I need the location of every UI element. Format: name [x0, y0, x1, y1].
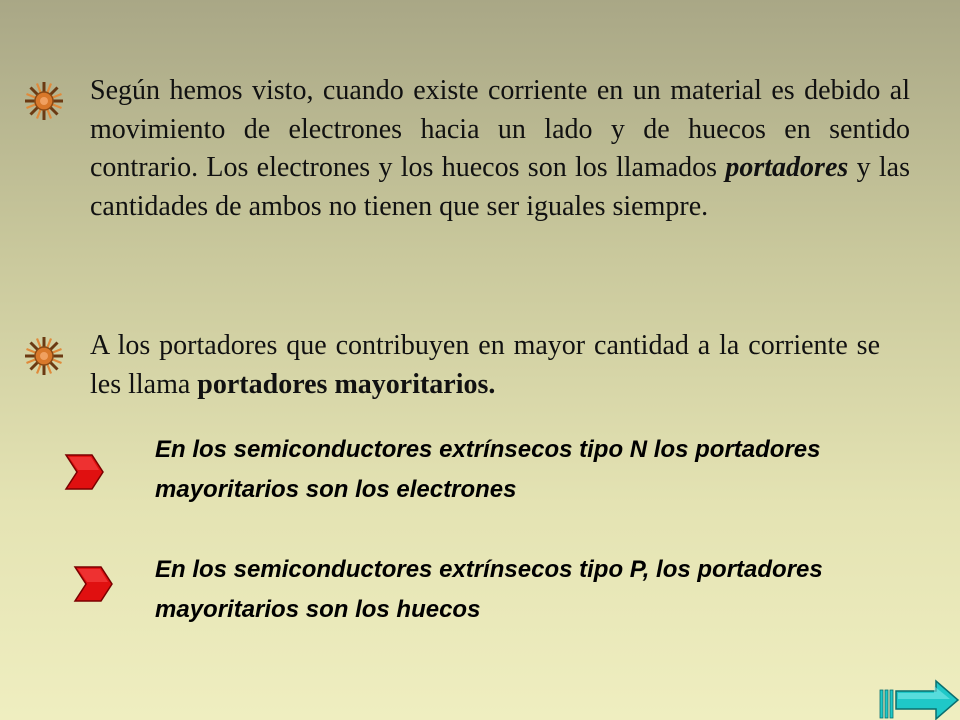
emphasis-portadores: portadores: [725, 152, 849, 183]
paragraph-carriers-intro: [90, 72, 910, 226]
starburst-bullet-icon: [24, 81, 64, 121]
next-slide-arrow-icon: [880, 681, 958, 719]
paragraph-text: y las cantidades de ambos no tienen que ser iguales siempre.: [90, 152, 910, 222]
paragraph-text: A los portadores que contribuyen en mayor cantidad a la corriente se les llama: [90, 330, 880, 400]
paragraph-text: Según hemos visto, cuando existe corriente en un material es debido al movimiento de electrones hacia un lado y de huecos en sentido contrario. Los electrones y los huecos son los llamados: [90, 75, 910, 183]
paragraph-majority-carriers: [90, 327, 880, 404]
next-slide-button[interactable]: [878, 678, 960, 720]
sub-item-type-n: En los semiconductores extrínsecos tipo N los portadores mayoritarios son los electrones: [155, 436, 821, 503]
red-chevron-arrow-icon: [63, 452, 105, 492]
sub-item-type-p: En los semiconductores extrínsecos tipo P, los portadores mayoritarios son los huecos: [155, 556, 823, 623]
starburst-bullet-icon: [24, 336, 64, 376]
emphasis-portadores-mayoritarios: portadores mayoritarios.: [197, 368, 496, 400]
red-chevron-arrow-icon: [72, 564, 114, 604]
